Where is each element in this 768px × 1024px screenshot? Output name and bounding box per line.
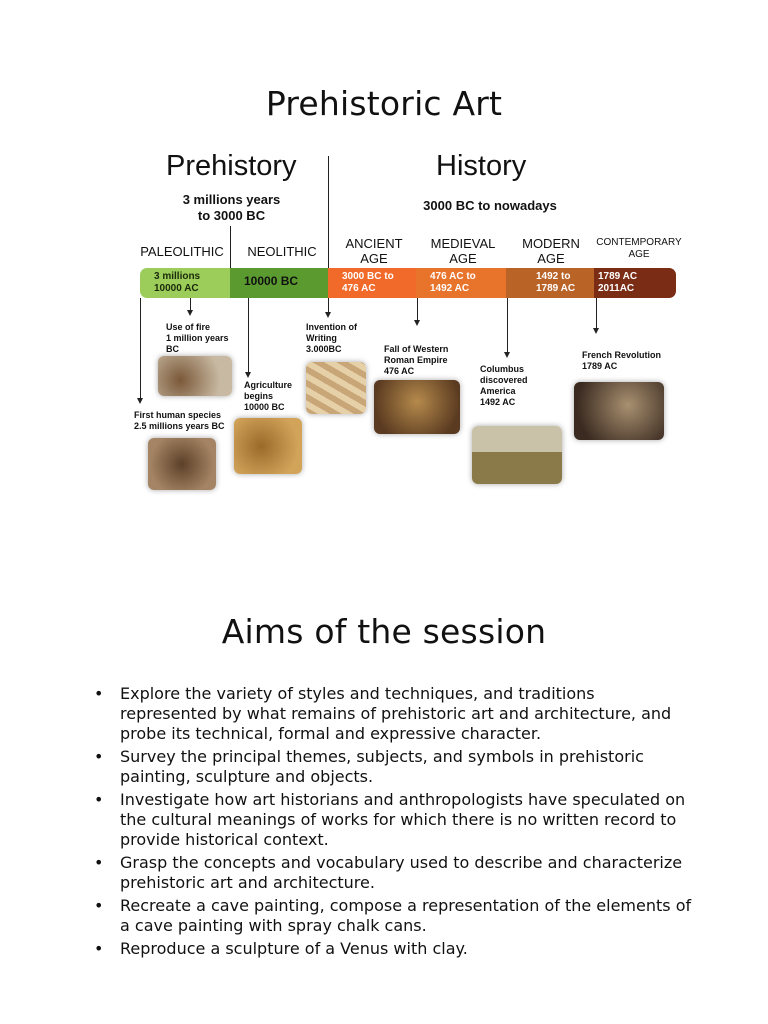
aim-item <box>94 896 694 936</box>
roman-empire-picture <box>374 380 460 434</box>
page-title: Prehistoric Art <box>265 84 503 123</box>
era-divider <box>328 156 329 268</box>
writing-tablet-picture <box>306 362 366 414</box>
arrowhead-icon <box>137 398 143 404</box>
arrowhead-icon <box>414 320 420 326</box>
era-label: CONTEMPORARY AGE <box>596 237 682 260</box>
era-label: ANCIENT AGE <box>345 236 403 266</box>
aim-item <box>94 684 694 744</box>
arrowhead-icon <box>245 372 251 378</box>
era-bar: 1789 AC 2011AC <box>594 268 676 298</box>
event-label: French Revolution 1789 AC <box>582 350 662 371</box>
bullet-icon: • <box>94 790 104 809</box>
fire-picture <box>158 356 232 396</box>
aim-text: Recreate a cave painting, compose a representation of the elements of a cave painting with spray chalk cans. <box>120 896 692 935</box>
bullet-icon: • <box>94 747 104 766</box>
history-heading: History <box>436 150 527 182</box>
era-bar: 3 millions 10000 AC <box>140 268 230 298</box>
event-arrow <box>507 298 508 354</box>
prehistory-range: 3 millions years to 3000 BC <box>182 192 281 223</box>
event-arrow <box>248 298 249 374</box>
arrowhead-icon <box>504 352 510 358</box>
event-label: Agriculture begins 10000 BC <box>244 380 293 412</box>
bullet-icon: • <box>94 896 104 915</box>
prehistory-heading: Prehistory <box>166 150 297 182</box>
timeline-figure <box>134 142 684 502</box>
aim-item <box>94 747 694 787</box>
arrowhead-icon <box>325 312 331 318</box>
event-label: Fall of Western Roman Empire 476 AC <box>384 344 449 376</box>
era-bar: 10000 BC <box>230 268 328 298</box>
event-arrow <box>596 298 597 330</box>
early-humans-picture <box>148 438 216 490</box>
range-tick <box>230 226 231 268</box>
agriculture-picture <box>234 418 302 474</box>
aim-text: Investigate how art historians and anthropologists have speculated on the cultural meanings of works for which there is no written record to provide historical context. <box>120 790 686 849</box>
event-label: First human species 2.5 millions years BC <box>134 410 225 431</box>
event-arrow <box>140 298 141 400</box>
era-bar: 476 AC to 1492 AC <box>416 268 506 298</box>
era-bar: 3000 BC to 476 AC <box>328 268 416 298</box>
arrowhead-icon <box>593 328 599 334</box>
french-revolution-picture <box>574 382 664 440</box>
bullet-icon: • <box>94 939 104 958</box>
aim-item <box>94 790 694 850</box>
event-label: Use of fire 1 million years BC <box>166 322 229 354</box>
aim-text: Survey the principal themes, subjects, and symbols in prehistoric painting, sculpture and objects. <box>120 747 644 786</box>
aim-item <box>94 939 694 959</box>
event-arrow <box>417 298 418 322</box>
arrowhead-icon <box>187 310 193 316</box>
aims-list <box>94 684 694 962</box>
aim-text: Reproduce a sculpture of a Venus with clay. <box>120 939 468 958</box>
era-label: MODERN AGE <box>522 236 580 266</box>
history-range: 3000 BC to nowadays <box>423 198 557 213</box>
aim-text: Explore the variety of styles and techniques, and traditions represented by what remains of prehistoric art and architecture, and probe its technical, formal and expressive character. <box>120 684 672 743</box>
event-label: Columbus discovered America 1492 AC <box>480 364 528 407</box>
section-title: Aims of the session <box>221 612 547 651</box>
bullet-icon: • <box>94 853 104 872</box>
bullet-icon: • <box>94 684 104 703</box>
era-label: NEOLITHIC <box>247 244 317 259</box>
era-label: MEDIEVAL AGE <box>430 236 496 266</box>
era-bar: 1492 to 1789 AC <box>506 268 594 298</box>
columbus-picture <box>472 426 562 484</box>
aim-item <box>94 853 694 893</box>
event-label: Invention of Writing 3.000BC <box>306 322 357 354</box>
aim-text: Grasp the concepts and vocabulary used to describe and characterize prehistoric art and architecture. <box>120 853 683 892</box>
era-label: PALEOLITHIC <box>140 244 224 259</box>
